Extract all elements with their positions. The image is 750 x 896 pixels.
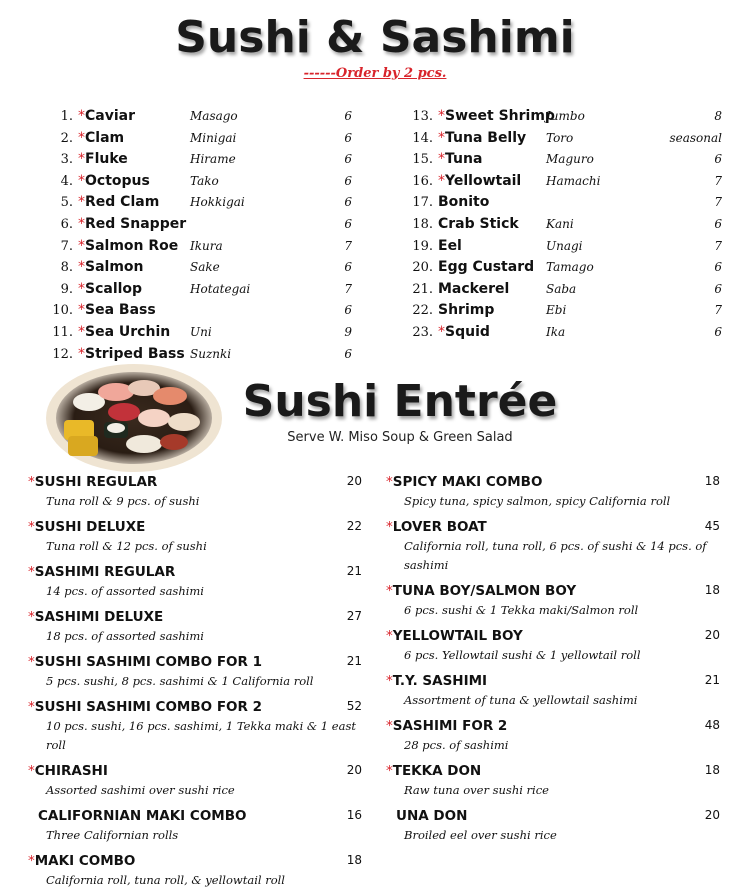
item-japanese-name: Hotategai bbox=[190, 281, 251, 296]
item-name-text: Eel bbox=[438, 237, 462, 254]
item-name bbox=[78, 322, 170, 344]
entree-description: 6 pcs. Yellowtail sushi & 1 yellowtail roll bbox=[404, 648, 641, 662]
sashimi-item bbox=[400, 128, 730, 150]
entree-price: 52 bbox=[346, 699, 362, 713]
item-japanese-name: Ikura bbox=[190, 238, 223, 253]
entree-price: 18 bbox=[346, 853, 362, 867]
entree-price: 18 bbox=[704, 763, 720, 777]
item-name-text: Sweet Shrimp bbox=[445, 108, 555, 124]
item-japanese-name: Hirame bbox=[190, 152, 236, 167]
item-japanese-name: Tamago bbox=[546, 260, 594, 275]
entree-name-text: TUNA BOY/SALMON BOY bbox=[392, 583, 577, 599]
entree-name bbox=[28, 607, 362, 627]
entree-price: 18 bbox=[704, 583, 720, 597]
entree-price: 22 bbox=[346, 519, 362, 533]
entree-price: 27 bbox=[346, 609, 362, 623]
raw-marker: * bbox=[386, 628, 393, 644]
item-price: 9 bbox=[344, 324, 352, 339]
entree-item bbox=[386, 806, 720, 845]
item-number: 23. bbox=[412, 324, 433, 340]
item-price: 8 bbox=[714, 109, 722, 123]
sashimi-item bbox=[400, 149, 730, 171]
entree-name-text: MAKI COMBO bbox=[34, 853, 136, 869]
entree-item bbox=[28, 697, 362, 755]
raw-marker: * bbox=[28, 609, 35, 625]
item-name bbox=[78, 214, 186, 236]
item-price: 6 bbox=[344, 260, 352, 275]
item-number: 1. bbox=[60, 109, 73, 124]
entree-price: 48 bbox=[704, 718, 720, 732]
item-name-text: Bonito bbox=[438, 194, 490, 211]
item-japanese-name: Hokkigai bbox=[190, 195, 245, 210]
raw-marker: * bbox=[386, 718, 393, 734]
entree-title: Sushi Entrée bbox=[242, 376, 558, 427]
entree-name bbox=[28, 761, 362, 781]
entree-name-text: CHIRASHI bbox=[34, 763, 108, 779]
entree-description: California roll, tuna roll, 6 pcs. of sushi & 14 pcs. of sashimi bbox=[404, 539, 707, 572]
item-japanese-name: Toro bbox=[546, 130, 574, 145]
entree-name-text: SPICY MAKI COMBO bbox=[392, 474, 543, 490]
item-number: 8. bbox=[60, 260, 73, 276]
entree-name bbox=[386, 581, 720, 601]
raw-marker: * bbox=[386, 474, 393, 490]
item-name bbox=[78, 257, 144, 279]
item-number: 18. bbox=[412, 216, 433, 232]
item-number: 11. bbox=[52, 324, 73, 340]
item-name bbox=[438, 300, 494, 322]
sashimi-item bbox=[400, 257, 730, 279]
sashimi-item bbox=[40, 322, 370, 344]
item-japanese-name: Jumbo bbox=[546, 109, 585, 123]
item-price: 7 bbox=[714, 303, 722, 318]
raw-marker: * bbox=[28, 474, 35, 490]
item-japanese-name: Unagi bbox=[546, 238, 583, 253]
item-name bbox=[78, 106, 135, 128]
item-name bbox=[438, 257, 534, 279]
item-number: 21. bbox=[412, 281, 433, 297]
item-japanese-name: Hamachi bbox=[546, 173, 601, 188]
entree-description: Broiled eel over sushi rice bbox=[404, 828, 557, 842]
entree-name-text: SASHIMI REGULAR bbox=[34, 564, 176, 580]
item-name bbox=[438, 149, 482, 171]
entree-item bbox=[386, 517, 720, 575]
item-number: 14. bbox=[412, 130, 433, 146]
sashimi-item bbox=[40, 192, 370, 214]
entree-item bbox=[386, 716, 720, 755]
sashimi-item bbox=[400, 171, 730, 193]
entree-price: 18 bbox=[704, 474, 720, 488]
entree-name-text: UNA DON bbox=[396, 808, 468, 824]
raw-marker: * bbox=[28, 763, 35, 779]
raw-marker: * bbox=[386, 519, 393, 535]
entree-price: 21 bbox=[704, 673, 720, 687]
entree-name bbox=[386, 626, 720, 646]
order-note: ------Order by 2 pcs. bbox=[303, 66, 447, 81]
item-number: 15. bbox=[412, 152, 433, 168]
sashimi-item bbox=[40, 300, 370, 322]
entree-description: Assorted sashimi over sushi rice bbox=[46, 783, 235, 797]
entree-description: Raw tuna over sushi rice bbox=[404, 783, 549, 797]
entree-description: Tuna roll & 12 pcs. of sushi bbox=[46, 539, 207, 553]
raw-marker: * bbox=[28, 654, 35, 670]
sashimi-item bbox=[400, 106, 730, 128]
sashimi-item bbox=[40, 128, 370, 150]
entree-description: 14 pcs. of assorted sashimi bbox=[46, 584, 204, 598]
item-japanese-name: Masago bbox=[190, 109, 238, 123]
item-name-text: Sea Bass bbox=[85, 302, 156, 319]
item-number: 3. bbox=[60, 152, 73, 168]
item-japanese-name: Maguro bbox=[546, 152, 594, 167]
entree-name-text: SUSHI SASHIMI COMBO FOR 2 bbox=[34, 699, 263, 715]
raw-marker: * bbox=[78, 237, 85, 254]
item-price: 7 bbox=[714, 195, 722, 210]
item-price: 6 bbox=[344, 152, 352, 167]
entree-name-text: LOVER BOAT bbox=[392, 519, 487, 535]
entree-price: 20 bbox=[704, 808, 720, 822]
raw-marker: * bbox=[438, 323, 445, 340]
raw-marker: * bbox=[78, 280, 85, 297]
raw-marker: * bbox=[78, 151, 85, 168]
item-number: 19. bbox=[412, 238, 433, 254]
item-name bbox=[78, 171, 150, 193]
raw-marker: * bbox=[78, 215, 85, 232]
item-price: 6 bbox=[344, 195, 352, 210]
raw-marker: * bbox=[78, 194, 85, 211]
entree-price: 21 bbox=[346, 654, 362, 668]
item-name-text: Salmon Roe bbox=[85, 237, 179, 254]
item-price: 6 bbox=[714, 216, 722, 231]
entree-name bbox=[28, 652, 362, 672]
entree-description: 28 pcs. of sashimi bbox=[404, 738, 509, 752]
entree-item bbox=[28, 562, 362, 601]
item-number: 12. bbox=[52, 346, 73, 362]
item-japanese-name: Kani bbox=[546, 216, 574, 231]
entree-item bbox=[28, 806, 362, 845]
entree-name bbox=[386, 716, 720, 736]
item-name bbox=[78, 279, 142, 301]
item-name-text: Sea Urchin bbox=[85, 323, 171, 340]
item-price: 6 bbox=[714, 324, 722, 339]
item-name bbox=[78, 236, 178, 258]
item-name bbox=[438, 128, 526, 150]
sashimi-item bbox=[40, 279, 370, 301]
item-price: 7 bbox=[344, 281, 352, 296]
entree-description: Spicy tuna, spicy salmon, spicy California roll bbox=[404, 494, 671, 508]
entree-name bbox=[28, 472, 362, 492]
item-name bbox=[438, 236, 462, 258]
raw-marker: * bbox=[78, 302, 85, 319]
item-price: 6 bbox=[344, 303, 352, 318]
entree-name-text: YELLOWTAIL BOY bbox=[392, 628, 523, 644]
sashimi-list-right bbox=[400, 106, 730, 344]
raw-marker: * bbox=[78, 259, 85, 276]
raw-marker: * bbox=[438, 108, 445, 124]
item-number: 4. bbox=[60, 173, 73, 189]
item-price: 7 bbox=[714, 173, 722, 188]
item-number: 16. bbox=[412, 173, 433, 189]
entree-item bbox=[28, 851, 362, 890]
sashimi-item bbox=[40, 171, 370, 193]
item-price: 6 bbox=[344, 173, 352, 188]
raw-marker: * bbox=[78, 172, 85, 189]
entree-description: 18 pcs. of assorted sashimi bbox=[46, 629, 204, 643]
item-number: 9. bbox=[60, 281, 73, 297]
item-japanese-name: Minigai bbox=[190, 130, 237, 145]
item-japanese-name: Tako bbox=[190, 173, 219, 188]
entree-description: 5 pcs. sushi, 8 pcs. sashimi & 1 California roll bbox=[46, 674, 314, 688]
item-name-text: Squid bbox=[445, 323, 490, 340]
sashimi-item bbox=[40, 106, 370, 128]
raw-marker: * bbox=[28, 699, 35, 715]
entree-description: Tuna roll & 9 pcs. of sushi bbox=[46, 494, 200, 508]
item-name-text: Scallop bbox=[85, 280, 143, 297]
item-name-text: Clam bbox=[85, 129, 125, 146]
entree-name bbox=[386, 517, 720, 537]
item-name-text: Tuna Belly bbox=[445, 129, 527, 146]
item-name bbox=[438, 171, 521, 193]
entree-name bbox=[386, 806, 720, 826]
entree-description: 6 pcs. sushi & 1 Tekka maki/Salmon roll bbox=[404, 603, 639, 617]
entree-list-left bbox=[28, 472, 362, 896]
item-name bbox=[438, 106, 555, 128]
raw-marker: * bbox=[78, 345, 85, 362]
item-name-text: Striped Bass bbox=[85, 345, 185, 362]
entree-item bbox=[386, 761, 720, 800]
raw-marker: * bbox=[28, 853, 35, 869]
raw-marker: * bbox=[438, 172, 445, 189]
sashimi-item bbox=[40, 214, 370, 236]
item-japanese-name: Sake bbox=[190, 260, 220, 275]
item-japanese-name: Saba bbox=[546, 281, 577, 296]
item-number: 7. bbox=[60, 238, 73, 254]
raw-marker: * bbox=[78, 129, 85, 146]
raw-marker: * bbox=[28, 519, 35, 535]
item-price: 6 bbox=[714, 152, 722, 167]
entree-price: 20 bbox=[346, 763, 362, 777]
sashimi-item bbox=[40, 236, 370, 258]
item-name bbox=[78, 149, 128, 171]
item-name bbox=[438, 322, 490, 344]
item-price: 6 bbox=[344, 130, 352, 145]
item-name-text: Red Clam bbox=[85, 194, 160, 211]
raw-marker: * bbox=[28, 564, 35, 580]
entree-name bbox=[28, 851, 362, 871]
entree-tagline: Serve W. Miso Soup & Green Salad bbox=[287, 430, 513, 445]
item-name bbox=[78, 300, 156, 322]
item-name-text: Egg Custard bbox=[438, 259, 535, 276]
raw-marker: * bbox=[438, 129, 445, 146]
entree-name bbox=[386, 761, 720, 781]
item-name-text: Tuna bbox=[445, 151, 483, 168]
entree-item bbox=[28, 652, 362, 691]
entree-name bbox=[386, 472, 720, 492]
entree-item bbox=[386, 472, 720, 511]
entree-name-text: SUSHI DELUXE bbox=[34, 519, 146, 535]
entree-item bbox=[386, 581, 720, 620]
item-japanese-name: Ika bbox=[546, 324, 566, 339]
entree-price: 20 bbox=[704, 628, 720, 642]
entree-name bbox=[28, 697, 362, 717]
entree-list-right bbox=[386, 472, 720, 851]
item-price: 6 bbox=[344, 109, 352, 123]
entree-name-text: CALIFORNIAN MAKI COMBO bbox=[38, 808, 247, 824]
sashimi-item bbox=[400, 236, 730, 258]
entree-item bbox=[386, 671, 720, 710]
entree-name-text: SUSHI REGULAR bbox=[34, 474, 158, 490]
item-price: 6 bbox=[714, 281, 722, 296]
raw-marker: * bbox=[78, 323, 85, 340]
entree-name bbox=[386, 671, 720, 691]
sashimi-item bbox=[40, 149, 370, 171]
sashimi-item bbox=[40, 257, 370, 279]
sashimi-item bbox=[400, 214, 730, 236]
item-name-text: Mackerel bbox=[438, 280, 510, 297]
item-name-text: Octopus bbox=[85, 172, 150, 189]
entree-name-text: SASHIMI FOR 2 bbox=[392, 718, 508, 734]
entree-name-text: SUSHI SASHIMI COMBO FOR 1 bbox=[34, 654, 263, 670]
sashimi-item bbox=[400, 192, 730, 214]
item-name bbox=[438, 279, 509, 301]
entree-name-text: TEKKA DON bbox=[392, 763, 482, 779]
item-price: 6 bbox=[344, 346, 352, 361]
item-number: 10. bbox=[52, 303, 73, 319]
entree-price: 21 bbox=[346, 564, 362, 578]
entree-name bbox=[28, 562, 362, 582]
item-price: 7 bbox=[714, 238, 722, 253]
entree-item bbox=[386, 626, 720, 665]
item-number: 6. bbox=[60, 216, 73, 232]
raw-marker: * bbox=[386, 673, 393, 689]
item-japanese-name: Ebi bbox=[546, 303, 567, 318]
item-number: 5. bbox=[60, 195, 73, 211]
item-number: 20. bbox=[412, 260, 433, 276]
entree-name-text: T.Y. SASHIMI bbox=[392, 673, 488, 689]
item-price: 6 bbox=[344, 216, 352, 231]
item-name-text: Caviar bbox=[85, 108, 135, 124]
entree-name bbox=[28, 517, 362, 537]
sashimi-item bbox=[400, 279, 730, 301]
item-japanese-name: Suznki bbox=[190, 346, 232, 361]
item-name-text: Red Snapper bbox=[85, 215, 187, 232]
item-name-text: Fluke bbox=[85, 151, 128, 168]
entree-item bbox=[28, 761, 362, 800]
entree-item bbox=[28, 472, 362, 511]
raw-marker: * bbox=[386, 583, 393, 599]
entree-name bbox=[28, 806, 362, 826]
item-name-text: Yellowtail bbox=[445, 172, 522, 189]
item-name-text: Salmon bbox=[85, 259, 144, 276]
entree-description: 10 pcs. sushi, 16 pcs. sashimi, 1 Tekka maki & 1 east roll bbox=[46, 719, 356, 752]
sashimi-list-left bbox=[40, 106, 370, 365]
raw-marker: * bbox=[438, 151, 445, 168]
item-number: 2. bbox=[60, 130, 73, 146]
entree-price: 20 bbox=[346, 474, 362, 488]
item-price: 6 bbox=[714, 260, 722, 275]
raw-marker: * bbox=[78, 108, 85, 124]
entree-description: California roll, tuna roll, & yellowtail roll bbox=[46, 873, 285, 887]
page-title: Sushi & Sashimi bbox=[175, 12, 575, 63]
item-price: seasonal bbox=[669, 130, 722, 145]
entree-price: 16 bbox=[346, 808, 362, 822]
item-japanese-name: Uni bbox=[190, 324, 212, 339]
item-number: 17. bbox=[412, 195, 433, 211]
entree-name-text: SASHIMI DELUXE bbox=[34, 609, 164, 625]
item-number: 13. bbox=[412, 109, 433, 124]
entree-description: Three Californian rolls bbox=[46, 828, 179, 842]
entree-description: Assortment of tuna & yellowtail sashimi bbox=[404, 693, 638, 707]
item-name bbox=[438, 192, 489, 214]
item-price: 7 bbox=[344, 238, 352, 253]
item-name-text: Crab Stick bbox=[438, 215, 519, 232]
sashimi-item bbox=[400, 322, 730, 344]
entree-price: 45 bbox=[704, 519, 720, 533]
entree-item bbox=[28, 607, 362, 646]
item-number: 22. bbox=[412, 303, 433, 319]
item-name bbox=[438, 214, 519, 236]
item-name bbox=[78, 128, 124, 150]
sashimi-item bbox=[400, 300, 730, 322]
item-name-text: Shrimp bbox=[438, 302, 495, 319]
raw-marker: * bbox=[386, 763, 393, 779]
entree-item bbox=[28, 517, 362, 556]
item-name bbox=[78, 192, 159, 214]
